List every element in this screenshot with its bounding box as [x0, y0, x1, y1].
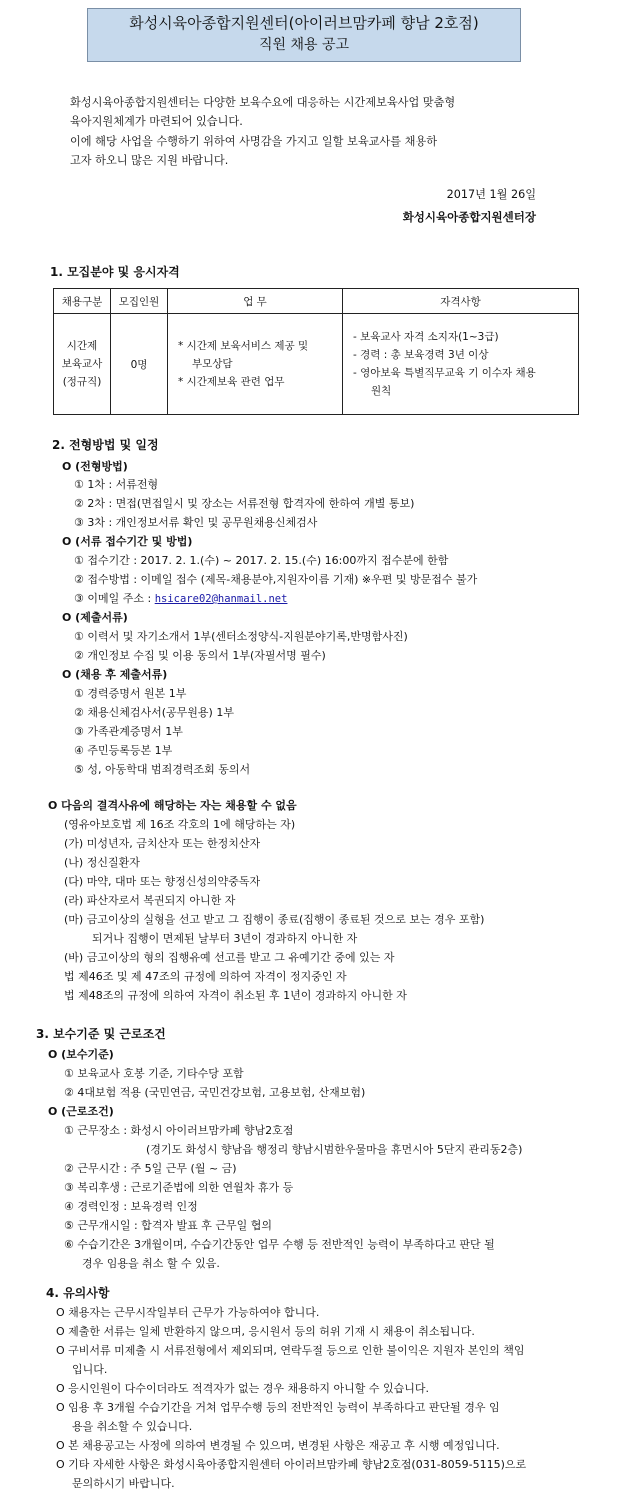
section4-title: 4. 유의사항 — [46, 1286, 110, 1300]
subsection-title: O (전형방법) — [62, 460, 128, 473]
cell-line: 시간제 — [66, 340, 98, 352]
page-subtitle: 직원 채용 공고 — [258, 37, 350, 53]
table-header: 업 무 — [168, 289, 343, 314]
signature: 화성시육아종합지원센터장 — [402, 210, 536, 224]
list-item: 법 제46조 및 제 47조의 규정에 의하여 자격이 정지중인 자 — [64, 970, 347, 983]
intro-line: 고자 하오니 많은 지원 바랍니다. — [70, 153, 229, 167]
list-item: (영유아보호법 제 16조 각호의 1에 해당하는 자) — [64, 818, 296, 831]
list-item: (라) 파산자로서 복권되지 아니한 자 — [64, 894, 236, 907]
table-header: 모집인원 — [111, 289, 168, 314]
cell-line: - 보육교사 자격 소지자(1~3급) — [353, 331, 499, 343]
list-item: ④ 경력인정 : 보육경력 인정 — [64, 1200, 198, 1213]
list-item: O 본 채용공고는 사정에 의하여 변경될 수 있으며, 변경된 사항은 재공고 후 시행 예정입니다. — [56, 1439, 500, 1452]
list-item: (가) 미성년자, 금치산자 또는 한정치산자 — [64, 837, 261, 850]
list-item: ② 근무시간 : 주 5일 근무 (월 ~ 금) — [64, 1162, 237, 1175]
duties-cell — [168, 314, 343, 415]
title-box — [87, 8, 521, 62]
list-item: ② 접수방법 : 이메일 접수 (제목-채용분야,지원자이름 기재) ※우편 및 방문접수 불가 — [74, 573, 478, 586]
section3-title: 3. 보수기준 및 근로조건 — [36, 1027, 166, 1041]
subsection-title: O (제출서류) — [62, 611, 128, 624]
cell-line: 보육교사 — [61, 358, 103, 370]
cell-line: - 경력 : 총 보육경력 3년 이상 — [353, 349, 489, 361]
list-item: O 임용 후 3개월 수습기간을 거쳐 업무수행 등의 전반적인 능력이 부족하다고 판단될 경우 임 — [56, 1401, 500, 1414]
list-item: ② 채용신체검사서(공무원용) 1부 — [74, 706, 234, 719]
list-item: ① 접수기간 : 2017. 2. 1.(수) ~ 2017. 2. 15.(수) 16:00까지 접수분에 한함 — [74, 554, 449, 567]
list-item: ⑤ 성, 아동학대 범죄경력조회 동의서 — [74, 763, 251, 776]
table-header: 자격사항 — [343, 289, 579, 314]
list-item — [74, 590, 287, 606]
subsection-title: O (서류 접수기간 및 방법) — [62, 535, 193, 548]
list-item: ④ 주민등록등본 1부 — [74, 744, 173, 757]
list-item: O 기타 자세한 사항은 화성시육아종합지원센터 아이러브맘카페 향남2호점(031-8059-5115)으로 — [56, 1458, 527, 1471]
list-item: 문의하시기 바랍니다. — [72, 1477, 175, 1490]
list-item: ① 보육교사 호봉 기준, 기타수당 포함 — [64, 1067, 244, 1080]
list-item: ⑤ 근무개시일 : 합격자 발표 후 근무일 협의 — [64, 1219, 273, 1232]
notice-date: 2017년 1월 26일 — [446, 188, 536, 201]
list-item: (다) 마약, 대마 또는 향정신성의약중독자 — [64, 875, 261, 888]
list-item: ① 1차 : 서류전형 — [74, 478, 159, 491]
section1-title: 1. 모집분야 및 응시자격 — [50, 265, 180, 279]
cell-line: * 시간제 보육서비스 제공 및 — [178, 340, 309, 352]
table-header-row — [54, 289, 579, 314]
list-item: ⑥ 수습기간은 3개월이며, 수습기간동안 업무 수행 등 전반적인 능력이 부족하다고 판단 될 — [64, 1238, 495, 1251]
list-item: (경기도 화성시 향남읍 행정리 향남시범한우물마을 휴먼시아 5단지 관리동2층) — [146, 1143, 523, 1156]
count-cell: 0명 — [111, 314, 168, 415]
list-item: (마) 금고이상의 실형을 선고 받고 그 집행이 종료(집행이 종료된 것으로 보는 경우 포함) — [64, 913, 485, 926]
list-item: ① 경력증명서 원본 1부 — [74, 687, 187, 700]
cell-line: * 시간제보육 관련 업무 — [178, 376, 285, 388]
qualifications-cell — [343, 314, 579, 415]
list-item: ① 이력서 및 자기소개서 1부(센터소정양식-지원분야기록,반명함사진) — [74, 630, 408, 643]
list-item: 입니다. — [72, 1363, 108, 1376]
page-title: 화성시육아종합지원센터(아이러브맘카페 향남 2호점) — [129, 14, 479, 32]
list-item: 법 제48조의 규정에 의하여 자격이 취소된 후 1년이 경과하지 아니한 자 — [64, 989, 407, 1002]
list-item: ③ 가족관계증명서 1부 — [74, 725, 183, 738]
list-item: ② 개인정보 수집 및 이용 동의서 1부(자필서명 필수) — [74, 649, 326, 662]
list-item: ② 4대보험 적용 (국민연금, 국민건강보험, 고용보험, 산재보험) — [64, 1086, 366, 1099]
cell-line: - 영아보육 특별직무교육 기 이수자 채용 — [353, 367, 536, 379]
subsection-title: O (채용 후 제출서류) — [62, 668, 168, 681]
intro-text — [70, 93, 550, 170]
list-item: (바) 금고이상의 형의 집행유예 선고를 받고 그 유예기간 중에 있는 자 — [64, 951, 395, 964]
cell-line: (정규직) — [62, 376, 102, 388]
email-link[interactable]: hsicare02@hanmail.net — [154, 593, 288, 605]
intro-line: 이에 해당 사업을 수행하기 위하여 사명감을 가지고 일할 보육교사를 채용하 — [70, 134, 438, 148]
list-item: ③ 3차 : 개인정보서류 확인 및 공무원채용신체검사 — [74, 516, 318, 529]
subsection-title: O (근로조건) — [48, 1105, 114, 1118]
list-item: O 구비서류 미제출 시 서류전형에서 제외되며, 연락두절 등으로 인한 불이익은 지원자 본인의 책임 — [56, 1344, 525, 1357]
table-row — [54, 314, 579, 415]
cell-line: 부모상담 — [192, 358, 233, 370]
disqual-title: O 다음의 결격사유에 해당하는 자는 채용할 수 없음 — [48, 799, 297, 812]
list-item: ② 2차 : 면접(면접일시 및 장소는 서류전형 합격자에 한하여 개별 통보) — [74, 497, 415, 510]
list-item: ① 근무장소 : 화성시 아이러브맘카페 향남2호점 — [64, 1124, 294, 1137]
category-cell — [54, 314, 111, 415]
list-item: 되거나 집행이 면제된 날부터 3년이 경과하지 아니한 자 — [92, 932, 358, 945]
list-item: 용을 취소할 수 있습니다. — [72, 1420, 193, 1433]
list-item: O 채용자는 근무시작일부터 근무가 가능하여야 합니다. — [56, 1306, 320, 1319]
cell-line: 원칙 — [371, 385, 392, 397]
intro-line: 육아지원체계가 마련되어 있습니다. — [70, 115, 243, 129]
list-item: (나) 정신질환자 — [64, 856, 140, 869]
intro-line: 화성시육아종합지원센터는 다양한 보육수요에 대응하는 시간제보육사업 맞춤형 — [70, 96, 456, 109]
subsection-title: O (보수기준) — [48, 1048, 114, 1061]
list-item: ③ 복리후생 : 근로기준법에 의한 연월차 휴가 등 — [64, 1181, 294, 1194]
recruit-table — [53, 288, 579, 415]
list-item: O 제출한 서류는 일체 반환하지 않으며, 응시원서 등의 허위 기재 시 채용이 취소됩니다. — [56, 1325, 475, 1338]
section2-title: 2. 전형방법 및 일정 — [52, 438, 159, 452]
list-item: 경우 임용을 취소 할 수 있음. — [82, 1257, 220, 1270]
table-header: 채용구분 — [54, 289, 111, 314]
email-label: ③ 이메일 주소 : — [74, 592, 152, 605]
list-item: O 응시인원이 다수이더라도 적격자가 없는 경우 채용하지 아니할 수 있습니다. — [56, 1382, 430, 1395]
